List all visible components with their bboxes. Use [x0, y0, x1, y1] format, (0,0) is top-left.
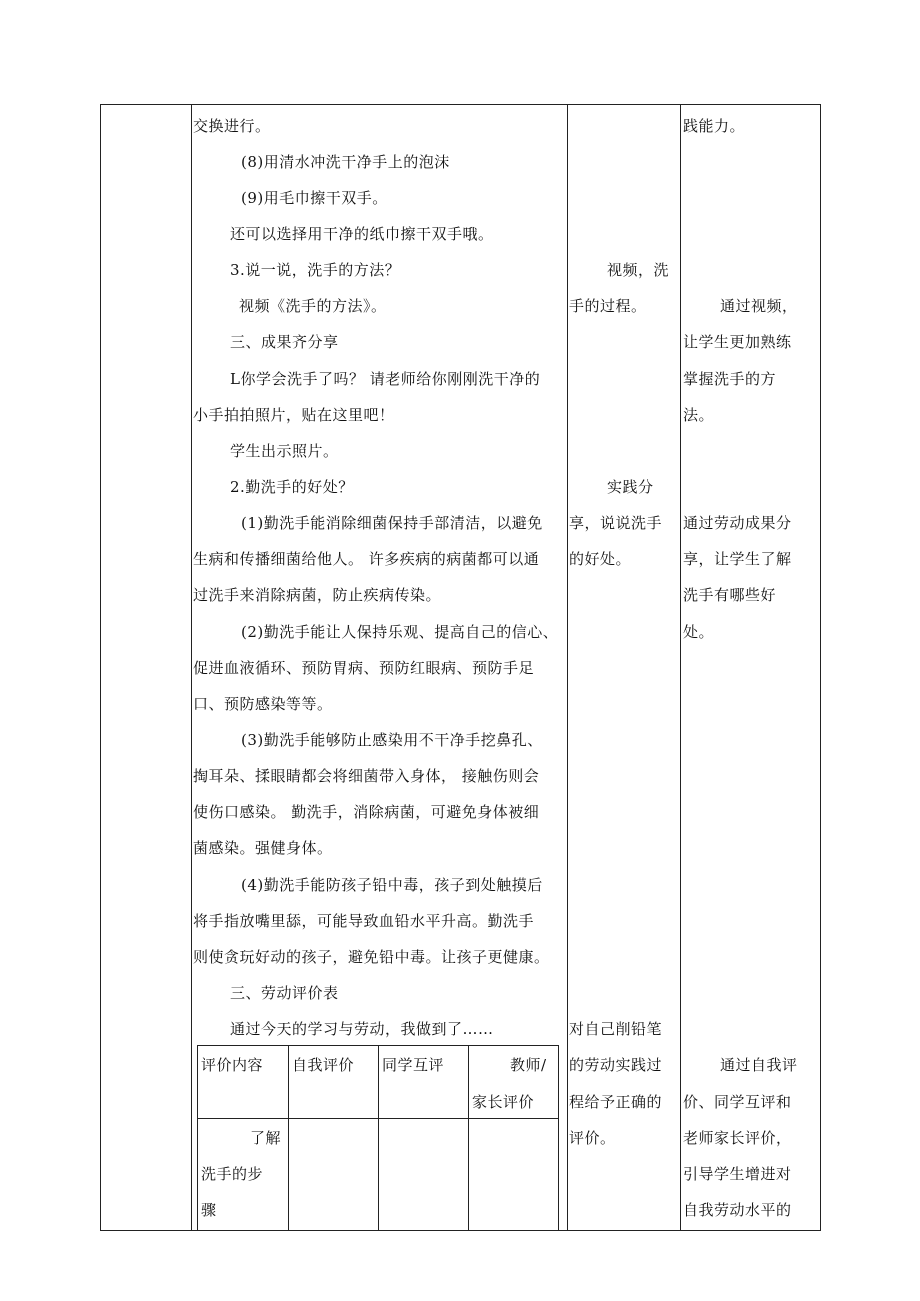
section-heading: 三、成果齐分享 — [230, 333, 339, 351]
activity-line: 的好处。 — [569, 550, 632, 568]
content-line: 口、预防感染等等。 — [193, 695, 333, 713]
intent-line: 老师家长评价， — [683, 1129, 792, 1147]
content-line: 使伤口感染。 勤洗手，消除病菌，可避免身体被细 — [193, 803, 540, 821]
content-line: 3.说一说，洗手的方法？ — [230, 261, 401, 279]
table-top-border — [100, 104, 821, 105]
eval-col-divider — [378, 1045, 379, 1231]
intent-line: 自我劳动水平的 — [683, 1201, 792, 1219]
intent-line: 通过视频， — [720, 297, 798, 315]
eval-table-right — [558, 1045, 559, 1231]
content-line: (2)勤洗手能让人保持乐观、提高自己的信心、 — [241, 623, 559, 641]
intent-line: 处。 — [683, 623, 715, 641]
intent-line: 洗手有哪些好 — [683, 586, 777, 604]
intent-line: 价、同学互评和 — [683, 1093, 792, 1111]
content-line: 将手指放嘴里舔，可能导致血铅水平升高。勤洗手 — [193, 912, 535, 930]
activity-line: 享，说说洗手 — [569, 514, 663, 532]
intent-line: 通过自我评 — [720, 1056, 798, 1074]
content-line: 学生出示照片。 — [230, 442, 339, 460]
intent-line: 通过劳动成果分 — [683, 514, 792, 532]
content-line: L你学会洗手了吗？ 请老师给你刚刚洗干净的 — [230, 370, 541, 388]
activity-line: 评价。 — [569, 1129, 616, 1147]
eval-header-self: 自我评价 — [292, 1056, 355, 1074]
content-line: 掏耳朵、揉眼睛都会将细菌带入身体， 接触伤则会 — [193, 767, 540, 785]
eval-col-divider — [468, 1045, 469, 1231]
column-divider-2 — [567, 104, 568, 1231]
intent-line: 引导学生增进对 — [683, 1165, 792, 1183]
content-line: 交换进行。 — [193, 117, 271, 135]
eval-row-label: 骤 — [201, 1201, 217, 1219]
column-divider-1 — [191, 104, 192, 1231]
activity-line: 手的过程。 — [569, 297, 647, 315]
eval-header-teacher: 家长评价 — [472, 1093, 535, 1111]
eval-row-label: 了解 — [250, 1129, 282, 1147]
intent-line: 掌握洗手的方 — [683, 370, 777, 388]
content-line: 过洗手来消除病菌，防止疾病传染。 — [193, 586, 442, 604]
content-line: 小手拍拍照片，贴在这里吧！ — [193, 406, 395, 424]
eval-row-label: 洗手的步 — [201, 1165, 264, 1183]
content-line: 2.勤洗手的好处？ — [230, 478, 354, 496]
content-line: 菌感染。强健身体。 — [193, 839, 333, 857]
activity-line: 视频，洗 — [607, 261, 670, 279]
activity-line: 实践分 — [607, 478, 654, 496]
table-bottom-border — [100, 1230, 821, 1231]
eval-header-teacher: 教师/ — [510, 1056, 547, 1074]
content-line: 视频《洗手的方法》。 — [239, 297, 387, 315]
table-left-border — [100, 104, 101, 1231]
intent-line: 践能力。 — [683, 117, 746, 135]
content-line: (8)用清水冲洗干净手上的泡沫 — [241, 153, 450, 171]
column-divider-3 — [680, 104, 681, 1231]
eval-header-content: 评价内容 — [201, 1056, 264, 1074]
intent-line: 法。 — [683, 406, 715, 424]
eval-header-peer: 同学互评 — [382, 1056, 445, 1074]
eval-col-divider — [288, 1045, 289, 1231]
content-line: (3)勤洗手能够防止感染用不干净手挖鼻孔、 — [241, 731, 543, 749]
intent-line: 享，让学生了解 — [683, 550, 792, 568]
content-line: 通过今天的学习与劳动，我做到了…… — [230, 1020, 494, 1038]
intent-line: 让学生更加熟练 — [683, 333, 792, 351]
content-line: (4)勤洗手能防孩子铅中毒，孩子到处触摸后 — [241, 876, 543, 894]
content-line: 促进血液循环、预防胃病、预防红眼病、预防手足 — [193, 659, 535, 677]
content-line: (1)勤洗手能消除细菌保持手部清洁，以避免 — [241, 514, 543, 532]
section-heading: 三、劳动评价表 — [230, 984, 339, 1002]
content-line: 还可以选择用干净的纸巾擦干双手哦。 — [230, 225, 494, 243]
activity-line: 对自己削铅笔 — [569, 1020, 663, 1038]
activity-line: 的劳动实践过 — [569, 1056, 663, 1074]
activity-line: 程给予正确的 — [569, 1093, 663, 1111]
table-right-border — [820, 104, 821, 1231]
eval-table-left — [197, 1045, 198, 1231]
content-line: 则使贪玩好动的孩子，避免铅中毒。让孩子更健康。 — [193, 948, 550, 966]
content-line: 生病和传播细菌给他人。 许多疾病的病菌都可以通 — [193, 550, 540, 568]
content-line: (9)用毛巾擦干双手。 — [241, 189, 388, 207]
